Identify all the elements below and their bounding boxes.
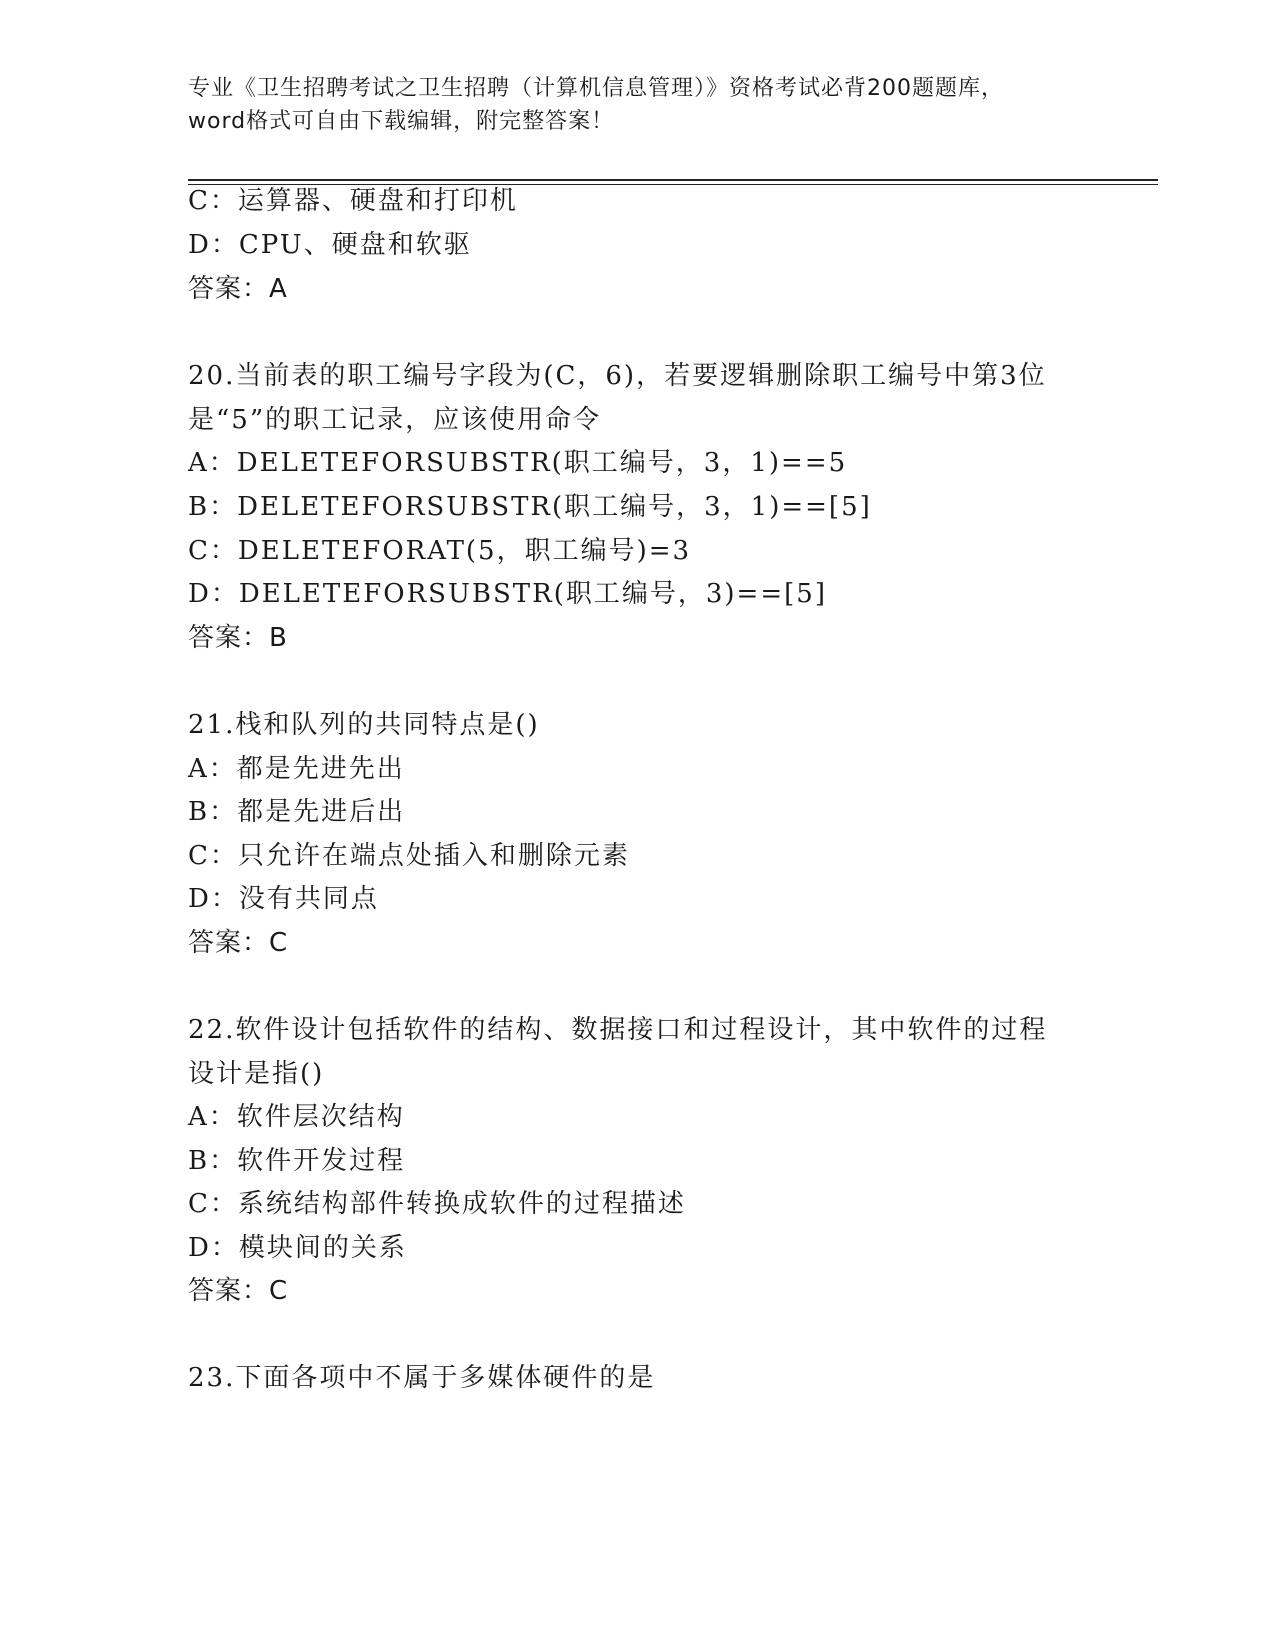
q20-option-a: A：DELETEFORSUBSTR(职工编号，3，1)==5 (188, 448, 848, 478)
q22-option-c: C：系统结构部件转换成软件的过程描述 (188, 1189, 686, 1219)
q20-stem-line-1: 20.当前表的职工编号字段为(C，6)，若要逻辑删除职工编号中第3位 (188, 361, 1047, 391)
q20-stem-line-2: 是“5”的职工记录，应该使用命令 (188, 405, 602, 435)
document-header (188, 72, 1088, 138)
header-line-1: 专业《卫生招聘考试之卫生招聘（计算机信息管理）》资格考试必背200题题库， (188, 76, 1004, 101)
q23-stem-line-1: 23.下面各项中不属于多媒体硬件的是 (188, 1363, 656, 1393)
header-line-2: word格式可自由下载编辑，附完整答案！ (188, 109, 615, 134)
prev-option-c: C：运算器、硬盘和打印机 (188, 186, 518, 216)
q20-answer: 答案：B (188, 623, 288, 653)
prev-option-d: D：CPU、硬盘和软驱 (188, 230, 472, 260)
q22-stem-line-1: 22.软件设计包括软件的结构、数据接口和过程设计，其中软件的过程 (188, 1015, 1048, 1045)
prev-answer: 答案：A (188, 274, 288, 304)
q21-option-b: B：都是先进后出 (188, 797, 406, 827)
header-divider-thick (188, 179, 1158, 181)
q21-answer: 答案：C (188, 928, 289, 958)
q22-option-a: A：软件层次结构 (188, 1102, 405, 1132)
q22-answer: 答案：C (188, 1276, 289, 1306)
q21-stem-line-1: 21.栈和队列的共同特点是() (188, 710, 540, 740)
q21-option-a: A：都是先进先出 (188, 754, 405, 784)
q22-option-d: D：模块间的关系 (188, 1233, 407, 1263)
q22-option-b: B：软件开发过程 (188, 1146, 406, 1176)
q22-stem-line-2: 设计是指() (188, 1059, 325, 1089)
q20-option-b: B：DELETEFORSUBSTR(职工编号，3，1)==[5] (188, 492, 872, 522)
q21-option-d: D：没有共同点 (188, 884, 379, 914)
q20-option-d: D：DELETEFORSUBSTR(职工编号，3)==[5] (188, 579, 827, 609)
q20-option-c: C：DELETEFORAT(5，职工编号)=3 (188, 536, 692, 566)
q21-option-c: C：只允许在端点处插入和删除元素 (188, 841, 630, 871)
